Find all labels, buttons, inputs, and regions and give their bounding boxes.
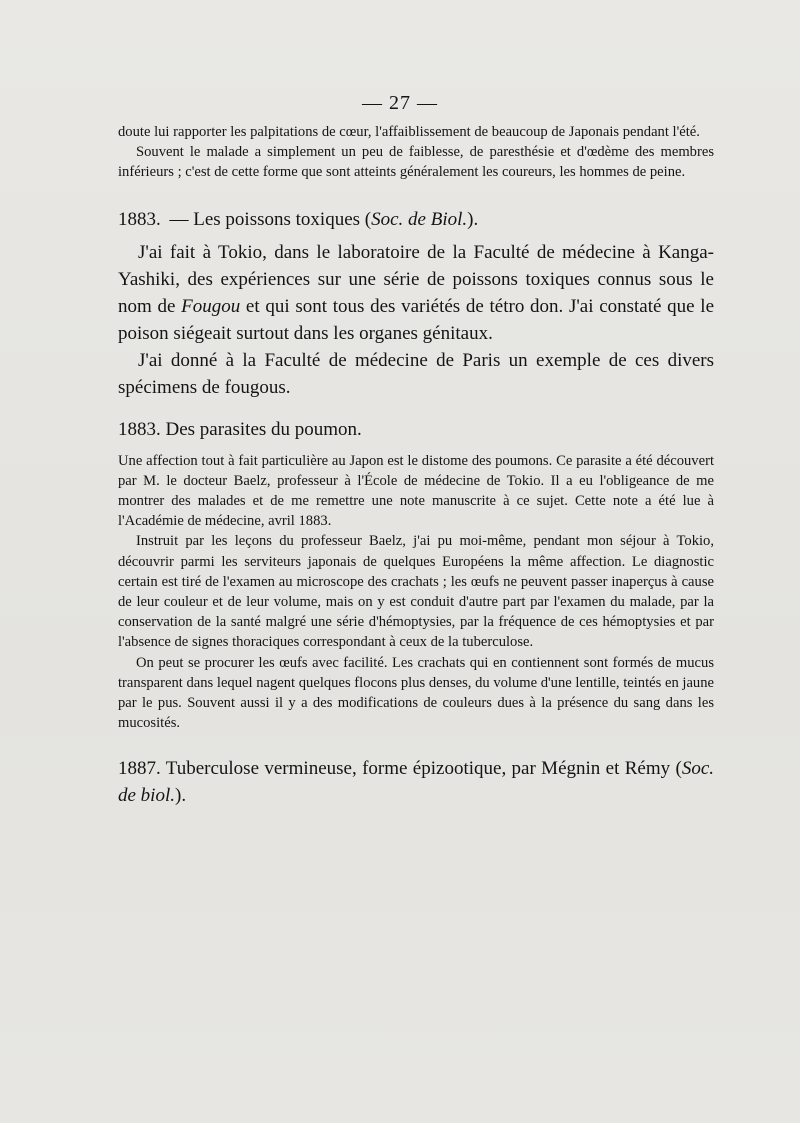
section-title: Tuberculose vermineuse, forme épizootique, par Mégnin et Rémy ( (160, 758, 682, 780)
poissons-text-b: et qui sont tous des variétés de tétro don. J'ai constaté que le poison siégeait surtout dans les organes génitaux. (118, 295, 715, 344)
section-source: Soc. de biol. (118, 758, 714, 807)
section-title: Des parasites du poumon. (160, 418, 362, 440)
intro-block (118, 122, 714, 183)
tuberculose-heading-text (118, 755, 714, 809)
section-title-end: ). (467, 208, 479, 230)
poissons-text-a: J'ai fait à Tokio, dans le laboratoire de la Faculté de médecine à Kanga-Yashiki, des expériences sur une série de poissons toxiques connus sous le nom de (118, 241, 714, 317)
section-year: 1887. (118, 758, 161, 780)
parasites-paragraph-1: Une affection tout à fait particulière au Japon est le distome des poumons. Ce parasite a été découvert par M. le docteur Baelz, professeur à l'École de médecine de Tokio. Il a eu l'obligeance de me montrer des malades et de me remettre une note manuscrite à ce sujet. Cette note a été lue à l'Académie de médecine, avril 1883. (118, 452, 714, 530)
section-heading-parasites-poumon (118, 417, 714, 443)
fish-name: Fougou (181, 295, 241, 317)
poissons-paragraph-2: J'ai donné à la Faculté de médecine de Paris un exemple de ces divers spécimens de fougous. (118, 349, 714, 398)
poissons-block (118, 239, 714, 401)
section-heading-poissons-toxiques (118, 207, 714, 233)
section-year: 1883. (118, 208, 161, 230)
section-title: — Les poissons toxiques ( (164, 208, 372, 230)
section-year: 1883. (118, 418, 161, 440)
section-source: Soc. de Biol. (371, 208, 468, 230)
poissons-paragraph-1 (118, 239, 714, 347)
parasites-paragraph-3: On peut se procurer les œufs avec facilité. Les crachats qui en contiennent sont formés de mucus transparent dans lequel nagent quelques flocons plus denses, du volume d'une lentille, teintés en jaune par le pus. Souvent aussi il y a des modifications de couleurs dues à la présence du sang dans les mucosités. (118, 654, 714, 732)
parasites-block (118, 451, 714, 734)
intro-paragraph-1: doute lui rapporter les palpitations de cœur, l'affaiblissement de beaucoup de Japonais pendant l'été. (118, 124, 700, 140)
section-heading-tuberculose-vermineuse (118, 755, 714, 809)
section-title-end: ). (175, 785, 187, 807)
page-body (118, 122, 714, 809)
intro-paragraph-2: Souvent le malade a simplement un peu de faiblesse, de paresthésie et d'œdème des membres inférieurs ; c'est de cette forme que sont atteints généralement les coureurs, les hommes de peine. (118, 144, 714, 181)
parasites-paragraph-2: Instruit par les leçons du professeur Baelz, j'ai pu moi-même, pendant mon séjour à Tokio, découvrir parmi les serviteurs japonais de quelques Européens la même affection. Le diagnostic certain est tiré de l'examen au microscope des crachats ; les œufs ne peuvent passer inaperçus à cause de leur couleur et de leur volume, mais on y est conduit d'autre part par l'examen du malade, par la conservation de la santé malgré une série d'hémoptysies, par la fréquence de ces hémoptysies et par l'absence de signes thoraciques correspondant à ceux de la tuberculose. (118, 533, 714, 651)
page-number: — 27 — (362, 92, 438, 114)
